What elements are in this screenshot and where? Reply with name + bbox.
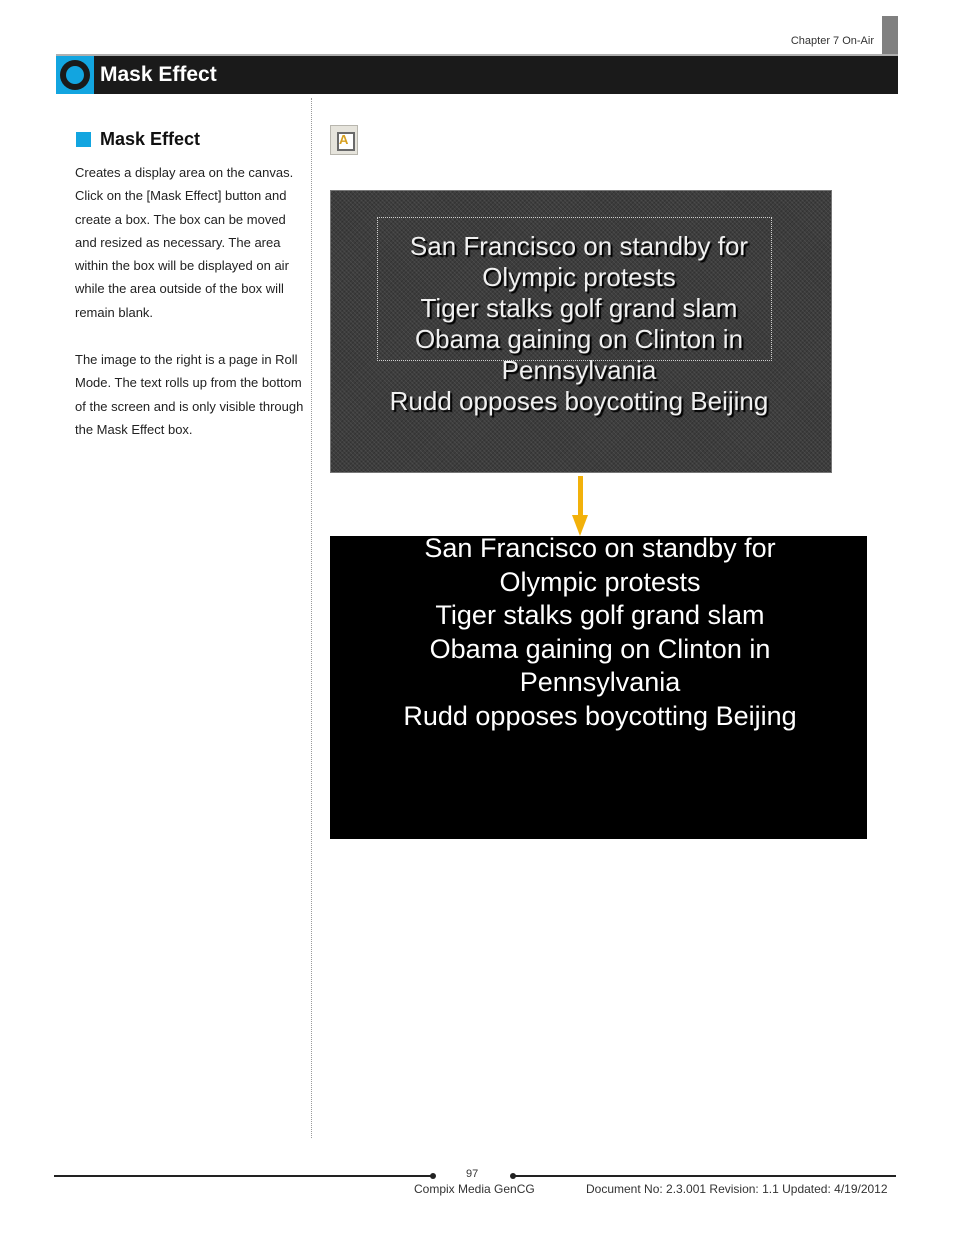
- canvas-preview: [330, 190, 832, 473]
- canvas-line: Tiger stalks golf grand slam: [420, 293, 738, 323]
- chapter-tab: [882, 16, 898, 56]
- canvas-line: San Francisco on standby for: [409, 231, 749, 261]
- body-paragraph-1: Creates a display area on the canvas. Click on the [Mask Effect] button and create a box. The box can be moved and resized as necessary. The area within the box will be displayed on air while the area outside of the box will remain blank.: [75, 165, 294, 320]
- canvas-line: Obama gaining on Clinton in: [414, 324, 744, 354]
- canvas-line: Olympic protests: [482, 262, 676, 292]
- footer-dot: [430, 1173, 436, 1179]
- onair-line: Rudd opposes boycotting Beijing: [403, 700, 797, 731]
- footer-rule-left: [54, 1175, 432, 1177]
- onair-line: Olympic protests: [499, 566, 701, 597]
- footer-rule-right: [514, 1175, 896, 1177]
- onair-line: Pennsylvania: [519, 667, 681, 698]
- canvas-line: Rudd opposes boycotting Beijing: [389, 386, 769, 416]
- onair-mask-area: [370, 533, 830, 731]
- onair-line: Tiger stalks golf grand slam: [435, 600, 765, 631]
- canvas-text-lines: [331, 231, 827, 417]
- page-title: Mask Effect: [100, 63, 217, 86]
- page-number: 97: [466, 1168, 479, 1180]
- onair-preview: [330, 533, 867, 839]
- onair-line: San Francisco on standby for: [424, 533, 776, 563]
- column-divider: [311, 98, 312, 1138]
- mask-effect-tool-icon[interactable]: A: [330, 125, 358, 155]
- onair-line: Obama gaining on Clinton in: [429, 633, 771, 664]
- header-badge-icon: [56, 56, 94, 94]
- body-paragraph-2: The image to the right is a page in Roll Mode. The text rolls up from the bottom of the screen and is only visible through the Mask Effect box.: [75, 352, 304, 437]
- footer-product: Compix Media GenCG: [414, 1182, 535, 1196]
- footer-document-info: Document No: 2.3.001 Revision: 1.1 Updated: 4/19/2012: [586, 1182, 888, 1196]
- section-square-icon: [76, 132, 91, 147]
- canvas-line: Pennsylvania: [501, 355, 657, 385]
- onair-text-lines: [370, 532, 830, 734]
- section-heading: Mask Effect: [100, 129, 201, 149]
- chapter-label: Chapter 7 On-Air: [790, 35, 874, 47]
